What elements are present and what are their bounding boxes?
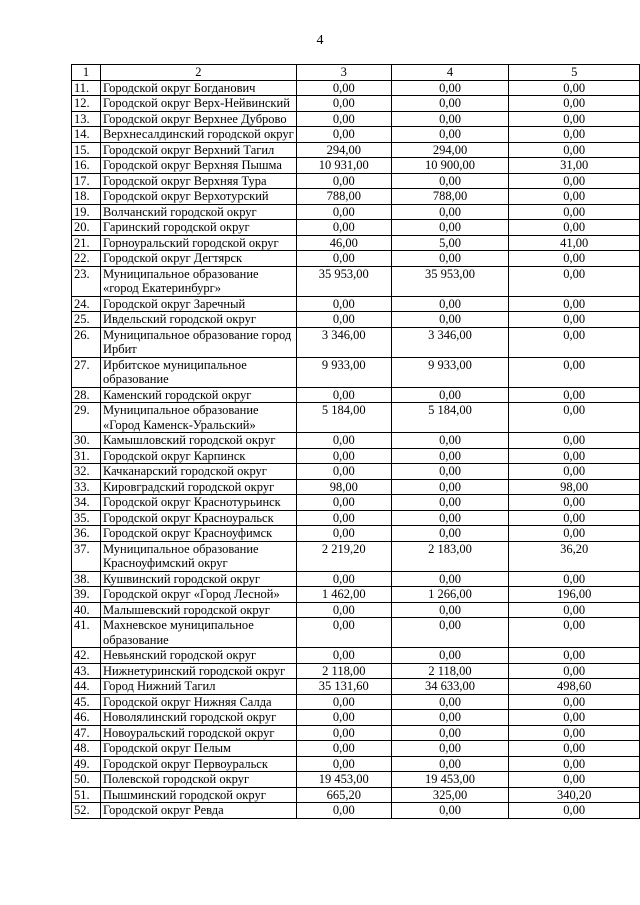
row-number: 21.: [72, 235, 101, 251]
row-number: 24.: [72, 296, 101, 312]
table-row: [72, 510, 640, 526]
col4-value: 0,00: [391, 464, 509, 480]
municipality-name: Городской округ Карпинск: [100, 448, 296, 464]
col5-value: 41,00: [509, 235, 640, 251]
col3-value: 0,00: [296, 756, 391, 772]
col3-value: 0,00: [296, 387, 391, 403]
municipality-name: Городской округ Дегтярск: [100, 251, 296, 267]
table-row: [72, 803, 640, 819]
col5-value: 0,00: [509, 803, 640, 819]
table-row: [72, 663, 640, 679]
col3-value: 46,00: [296, 235, 391, 251]
col3-value: 0,00: [296, 495, 391, 511]
table-row: [72, 526, 640, 542]
col5-value: 0,00: [509, 663, 640, 679]
table-row: [72, 173, 640, 189]
table-row: [72, 479, 640, 495]
col3-value: 0,00: [296, 448, 391, 464]
municipality-name: Ирбитское муниципальное образование: [100, 357, 296, 387]
col4-value: 0,00: [391, 204, 509, 220]
col5-value: 0,00: [509, 127, 640, 143]
col4-value: 0,00: [391, 96, 509, 112]
table-row: [72, 357, 640, 387]
table-row: [72, 403, 640, 433]
col4-value: 10 900,00: [391, 158, 509, 174]
col3-value: 0,00: [296, 173, 391, 189]
col3-value: 98,00: [296, 479, 391, 495]
table-row: [72, 571, 640, 587]
col4-value: 0,00: [391, 571, 509, 587]
row-number: 50.: [72, 772, 101, 788]
municipality-name: Городской округ Нижняя Салда: [100, 694, 296, 710]
row-number: 35.: [72, 510, 101, 526]
col5-value: 0,00: [509, 741, 640, 757]
header-col-2: 2: [100, 65, 296, 81]
row-number: 46.: [72, 710, 101, 726]
col4-value: 0,00: [391, 694, 509, 710]
col5-value: 0,00: [509, 756, 640, 772]
col4-value: 0,00: [391, 526, 509, 542]
col4-value: 0,00: [391, 220, 509, 236]
col4-value: 34 633,00: [391, 679, 509, 695]
col3-value: 1 462,00: [296, 587, 391, 603]
col5-value: 0,00: [509, 710, 640, 726]
table-row: [72, 679, 640, 695]
row-number: 11.: [72, 80, 101, 96]
col5-value: 0,00: [509, 96, 640, 112]
col4-value: 325,00: [391, 787, 509, 803]
col5-value: 196,00: [509, 587, 640, 603]
col5-value: 0,00: [509, 433, 640, 449]
col5-value: 0,00: [509, 266, 640, 296]
col4-value: 0,00: [391, 741, 509, 757]
municipality-name: Кировградский городской округ: [100, 479, 296, 495]
header-col-1: 1: [72, 65, 101, 81]
row-number: 48.: [72, 741, 101, 757]
col4-value: 0,00: [391, 602, 509, 618]
row-number: 43.: [72, 663, 101, 679]
row-number: 22.: [72, 251, 101, 267]
table-row: [72, 618, 640, 648]
table-row: [72, 710, 640, 726]
municipality-name: Муниципальное образование Красноуфимский округ: [100, 541, 296, 571]
col4-value: 0,00: [391, 387, 509, 403]
col4-value: 0,00: [391, 251, 509, 267]
col3-value: 788,00: [296, 189, 391, 205]
table-row: [72, 111, 640, 127]
col5-value: 98,00: [509, 479, 640, 495]
municipality-name: Муниципальное образование город Ирбит: [100, 327, 296, 357]
col3-value: 2 219,20: [296, 541, 391, 571]
col4-value: 0,00: [391, 479, 509, 495]
table-row: [72, 327, 640, 357]
col5-value: 0,00: [509, 602, 640, 618]
municipality-name: Ивдельский городской округ: [100, 312, 296, 328]
page-number: 4: [316, 33, 324, 48]
col3-value: 0,00: [296, 312, 391, 328]
col5-value: 0,00: [509, 464, 640, 480]
col4-value: 0,00: [391, 80, 509, 96]
table-row: [72, 312, 640, 328]
table-row: [72, 220, 640, 236]
col4-value: 0,00: [391, 448, 509, 464]
table-row: [72, 158, 640, 174]
col5-value: 36,20: [509, 541, 640, 571]
municipality-name: Невьянский городской округ: [100, 648, 296, 664]
col5-value: 0,00: [509, 327, 640, 357]
col3-value: 0,00: [296, 618, 391, 648]
row-number: 20.: [72, 220, 101, 236]
row-number: 36.: [72, 526, 101, 542]
col4-value: 294,00: [391, 142, 509, 158]
col4-value: 0,00: [391, 433, 509, 449]
col3-value: 0,00: [296, 80, 391, 96]
municipality-name: Махневское муниципальное образование: [100, 618, 296, 648]
col4-value: 1 266,00: [391, 587, 509, 603]
col3-value: 294,00: [296, 142, 391, 158]
col5-value: 0,00: [509, 173, 640, 189]
col3-value: 0,00: [296, 204, 391, 220]
col3-value: 0,00: [296, 803, 391, 819]
col4-value: 0,00: [391, 173, 509, 189]
table-row: [72, 464, 640, 480]
table-row: [72, 296, 640, 312]
row-number: 38.: [72, 571, 101, 587]
col4-value: 2 118,00: [391, 663, 509, 679]
municipality-name: Новоуральский городской округ: [100, 725, 296, 741]
municipality-name: Пышминский городской округ: [100, 787, 296, 803]
col4-value: 0,00: [391, 127, 509, 143]
municipality-name: Волчанский городской округ: [100, 204, 296, 220]
table-row: [72, 602, 640, 618]
col5-value: 0,00: [509, 725, 640, 741]
table-row: [72, 787, 640, 803]
row-number: 33.: [72, 479, 101, 495]
col5-value: 0,00: [509, 772, 640, 788]
municipality-name: Городской округ Краснотурьинск: [100, 495, 296, 511]
municipality-name: Городской округ Красноуфимск: [100, 526, 296, 542]
col3-value: 0,00: [296, 464, 391, 480]
municipality-name: Горноуральский городской округ: [100, 235, 296, 251]
col5-value: 0,00: [509, 571, 640, 587]
col3-value: 2 118,00: [296, 663, 391, 679]
row-number: 47.: [72, 725, 101, 741]
col3-value: 35 953,00: [296, 266, 391, 296]
col5-value: 0,00: [509, 448, 640, 464]
col4-value: 5 184,00: [391, 403, 509, 433]
col4-value: 0,00: [391, 495, 509, 511]
col3-value: 0,00: [296, 510, 391, 526]
table-row: [72, 772, 640, 788]
municipality-name: Камышловский городской округ: [100, 433, 296, 449]
col3-value: 0,00: [296, 127, 391, 143]
row-number: 19.: [72, 204, 101, 220]
col3-value: 0,00: [296, 571, 391, 587]
municipality-name: Муниципальное образование «город Екатеринбург»: [100, 266, 296, 296]
col5-value: 0,00: [509, 312, 640, 328]
row-number: 37.: [72, 541, 101, 571]
table-row: [72, 694, 640, 710]
col3-value: 0,00: [296, 725, 391, 741]
municipality-name: Городской округ Богданович: [100, 80, 296, 96]
table-row: [72, 80, 640, 96]
table-header-row: [72, 65, 640, 81]
row-number: 44.: [72, 679, 101, 695]
col5-value: 0,00: [509, 204, 640, 220]
row-number: 27.: [72, 357, 101, 387]
col5-value: 0,00: [509, 495, 640, 511]
row-number: 12.: [72, 96, 101, 112]
col4-value: 788,00: [391, 189, 509, 205]
col5-value: 0,00: [509, 142, 640, 158]
municipality-name: Городской округ Красноуральск: [100, 510, 296, 526]
table-row: [72, 189, 640, 205]
table-row: [72, 235, 640, 251]
row-number: 25.: [72, 312, 101, 328]
col5-value: 0,00: [509, 80, 640, 96]
col5-value: 0,00: [509, 189, 640, 205]
col5-value: 31,00: [509, 158, 640, 174]
col5-value: 0,00: [509, 296, 640, 312]
col3-value: 0,00: [296, 526, 391, 542]
col3-value: 0,00: [296, 251, 391, 267]
row-number: 45.: [72, 694, 101, 710]
col4-value: 0,00: [391, 618, 509, 648]
col3-value: 0,00: [296, 220, 391, 236]
col4-value: 0,00: [391, 111, 509, 127]
table-row: [72, 251, 640, 267]
row-number: 42.: [72, 648, 101, 664]
row-number: 23.: [72, 266, 101, 296]
row-number: 52.: [72, 803, 101, 819]
col3-value: 0,00: [296, 96, 391, 112]
municipality-name: Городской округ Верхняя Тура: [100, 173, 296, 189]
col5-value: 0,00: [509, 526, 640, 542]
col4-value: 0,00: [391, 803, 509, 819]
col5-value: 0,00: [509, 251, 640, 267]
col3-value: 19 453,00: [296, 772, 391, 788]
municipality-name: Городской округ Заречный: [100, 296, 296, 312]
row-number: 31.: [72, 448, 101, 464]
municipality-name: Городской округ Пелым: [100, 741, 296, 757]
row-number: 16.: [72, 158, 101, 174]
row-number: 30.: [72, 433, 101, 449]
municipality-name: Городской округ Верхняя Пышма: [100, 158, 296, 174]
col5-value: 0,00: [509, 387, 640, 403]
col4-value: 0,00: [391, 756, 509, 772]
col4-value: 0,00: [391, 725, 509, 741]
col4-value: 19 453,00: [391, 772, 509, 788]
col5-value: 0,00: [509, 694, 640, 710]
col3-value: 0,00: [296, 433, 391, 449]
municipality-name: Верхнесалдинский городской округ: [100, 127, 296, 143]
col4-value: 0,00: [391, 510, 509, 526]
col3-value: 9 933,00: [296, 357, 391, 387]
col4-value: 3 346,00: [391, 327, 509, 357]
col5-value: 0,00: [509, 510, 640, 526]
col4-value: 35 953,00: [391, 266, 509, 296]
municipality-name: Город Нижний Тагил: [100, 679, 296, 695]
row-number: 26.: [72, 327, 101, 357]
row-number: 39.: [72, 587, 101, 603]
row-number: 29.: [72, 403, 101, 433]
col5-value: 0,00: [509, 618, 640, 648]
municipality-name: Полевской городской округ: [100, 772, 296, 788]
col5-value: 498,60: [509, 679, 640, 695]
municipality-name: Городской округ Верхнее Дуброво: [100, 111, 296, 127]
col4-value: 0,00: [391, 312, 509, 328]
table-row: [72, 541, 640, 571]
municipality-name: Городской округ Ревда: [100, 803, 296, 819]
col3-value: 0,00: [296, 296, 391, 312]
col3-value: 0,00: [296, 741, 391, 757]
col5-value: 0,00: [509, 403, 640, 433]
col5-value: 0,00: [509, 357, 640, 387]
municipality-name: Нижнетуринский городской округ: [100, 663, 296, 679]
col3-value: 35 131,60: [296, 679, 391, 695]
table-row: [72, 648, 640, 664]
municipality-name: Малышевский городской округ: [100, 602, 296, 618]
municipality-name: Городской округ «Город Лесной»: [100, 587, 296, 603]
table-row: [72, 142, 640, 158]
municipality-name: Городской округ Верх-Нейвинский: [100, 96, 296, 112]
col3-value: 0,00: [296, 602, 391, 618]
table-row: [72, 204, 640, 220]
row-number: 28.: [72, 387, 101, 403]
municipality-name: Гаринский городской округ: [100, 220, 296, 236]
municipality-name: Муниципальное образование «Город Каменск-Уральский»: [100, 403, 296, 433]
row-number: 49.: [72, 756, 101, 772]
table-row: [72, 127, 640, 143]
table-row: [72, 387, 640, 403]
col3-value: 10 931,00: [296, 158, 391, 174]
col3-value: 0,00: [296, 694, 391, 710]
header-col-3: 3: [296, 65, 391, 81]
municipality-name: Новолялинский городской округ: [100, 710, 296, 726]
col4-value: 0,00: [391, 648, 509, 664]
table-row: [72, 741, 640, 757]
row-number: 51.: [72, 787, 101, 803]
col3-value: 665,20: [296, 787, 391, 803]
municipality-name: Кушвинский городской округ: [100, 571, 296, 587]
table-row: [72, 448, 640, 464]
municipality-name: Качканарский городской округ: [100, 464, 296, 480]
table-row: [72, 266, 640, 296]
col4-value: 5,00: [391, 235, 509, 251]
row-number: 15.: [72, 142, 101, 158]
col3-value: 0,00: [296, 648, 391, 664]
col5-value: 0,00: [509, 220, 640, 236]
table-row: [72, 725, 640, 741]
row-number: 34.: [72, 495, 101, 511]
row-number: 32.: [72, 464, 101, 480]
table-row: [72, 96, 640, 112]
col5-value: 340,20: [509, 787, 640, 803]
col4-value: 0,00: [391, 710, 509, 726]
municipality-name: Городской округ Верхотурский: [100, 189, 296, 205]
row-number: 17.: [72, 173, 101, 189]
allocation-table: [71, 64, 640, 819]
col5-value: 0,00: [509, 111, 640, 127]
col4-value: 0,00: [391, 296, 509, 312]
col5-value: 0,00: [509, 648, 640, 664]
municipality-name: Городской округ Верхний Тагил: [100, 142, 296, 158]
col3-value: 5 184,00: [296, 403, 391, 433]
col3-value: 0,00: [296, 710, 391, 726]
table-row: [72, 495, 640, 511]
row-number: 14.: [72, 127, 101, 143]
municipality-name: Городской округ Первоуральск: [100, 756, 296, 772]
col3-value: 3 346,00: [296, 327, 391, 357]
row-number: 13.: [72, 111, 101, 127]
row-number: 18.: [72, 189, 101, 205]
col4-value: 2 183,00: [391, 541, 509, 571]
row-number: 40.: [72, 602, 101, 618]
col3-value: 0,00: [296, 111, 391, 127]
header-col-4: 4: [391, 65, 509, 81]
table-row: [72, 433, 640, 449]
header-col-5: 5: [509, 65, 640, 81]
row-number: 41.: [72, 618, 101, 648]
municipality-name: Каменский городской округ: [100, 387, 296, 403]
table-row: [72, 587, 640, 603]
col4-value: 9 933,00: [391, 357, 509, 387]
table-row: [72, 756, 640, 772]
